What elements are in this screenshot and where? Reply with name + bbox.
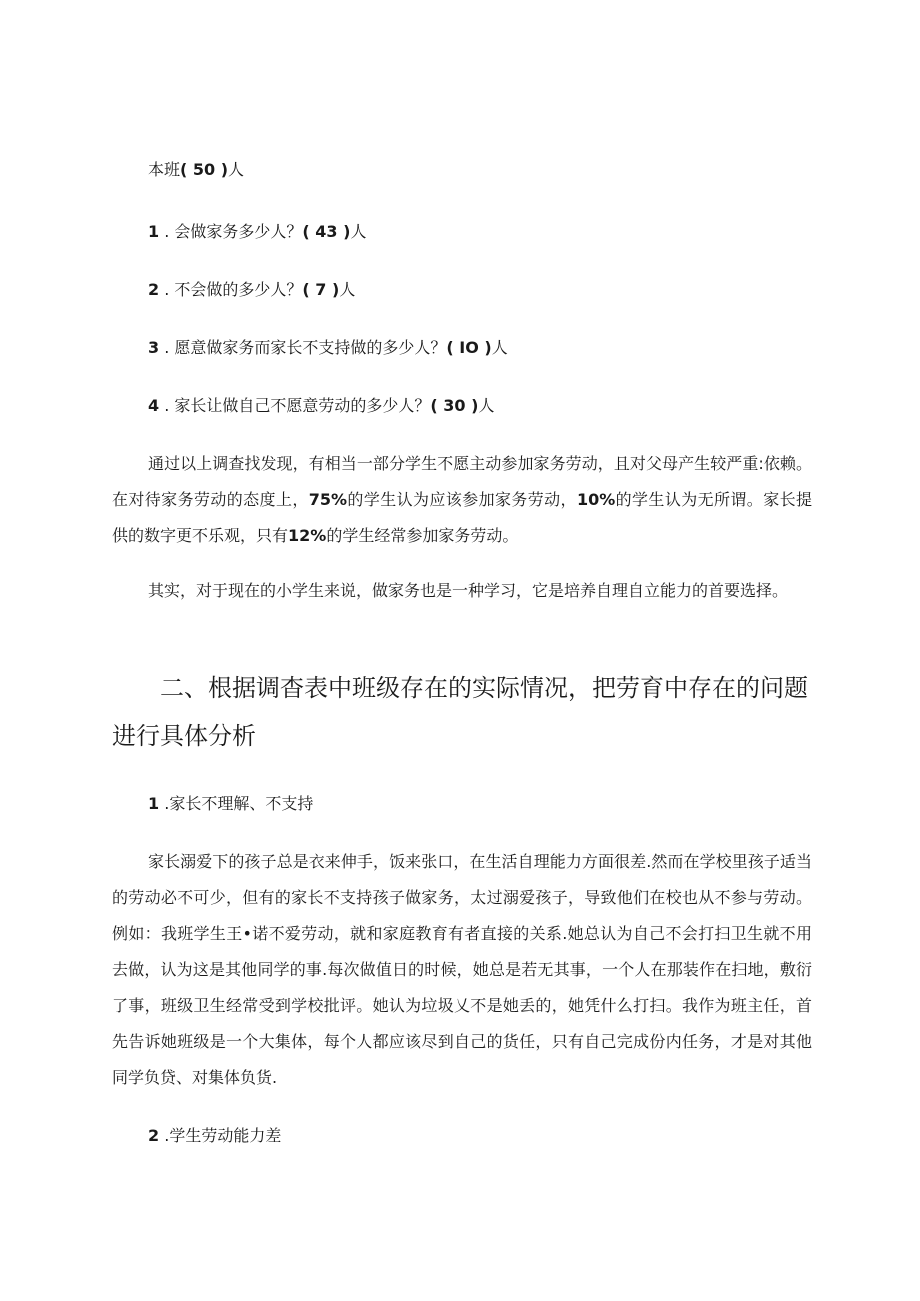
question-number: 1 <box>148 222 160 241</box>
item-title: .学生劳动能力差 <box>159 1126 282 1145</box>
section-2-item-1-body: 家长溺爱下的孩子总是衣来伸手，饭来张口，在生活自理能力方面很差.然而在学校里孩子适当的劳动必不可少，但有的家长不支持孩子做家务，太过溺爱孩子，导致他们在校也从不参与劳动。例如：我班学生王•诺不爱劳动，就和家庭教育有者直接的关系.她总认为自己不会打扫卫生就不用去做，认为这是其他同学的事.每次做值日的时候，她总是若无其事，一个人在那装作在扫地，敷衍了事，班级卫生经常受到学校批评。她认为垃圾乂不是她丢的，她凭什么打扫。我作为班主任，首先告诉她班级是一个大集体，每个人都应该尽到自己的货任，只有自己完成份内任务，才是对其他同学负贷、对集体负货. <box>112 852 812 1087</box>
findings-text-1: 通过以上调查找发现，有相当一部分学生不愿主动参加家务劳动，且对父母产生较严重:依赖。在对待家务劳动的态度上， <box>112 454 812 509</box>
question-value: ( 30 ) <box>430 396 479 415</box>
findings-pct-2: 10% <box>576 490 616 509</box>
survey-question-3 <box>148 338 508 358</box>
findings-paragraph <box>112 446 812 554</box>
class-total-value: ( 50 ) <box>180 160 229 179</box>
item-number: 2 <box>148 1126 160 1145</box>
item-title: .家长不理解、不支持 <box>159 794 314 813</box>
class-total-line <box>148 160 244 180</box>
question-value: ( 7 ) <box>302 280 340 299</box>
class-total-prefix: 本班 <box>148 160 181 179</box>
question-value: ( 43 ) <box>302 222 351 241</box>
question-number: 4 <box>148 396 160 415</box>
findings-pct-1: 75% <box>308 490 348 509</box>
item-number: 1 <box>148 794 160 813</box>
section-2-item-1-title <box>148 794 313 814</box>
survey-question-2 <box>148 280 355 300</box>
findings-text-3: 的学生认为无所谓。家长提供的数字更不乐观，只有 <box>112 490 812 545</box>
question-value: ( IO ) <box>446 338 492 357</box>
question-number: 2 <box>148 280 160 299</box>
question-text: . 家长让做自己不愿意劳动的多少人？ <box>159 396 431 415</box>
question-text: . 愿意做家务而家长不支持做的多少人？ <box>159 338 447 357</box>
findings-text-2: 的学生认为应该参加家务劳动， <box>347 490 577 509</box>
question-number: 3 <box>148 338 160 357</box>
question-suffix: 人 <box>491 338 508 357</box>
findings-text-4: 的学生经常参加家务劳动。 <box>326 526 519 545</box>
survey-question-4 <box>148 396 494 416</box>
section-2-heading: 二、根据调杳表中班级存在的实际情况，把劳育中存在的问题进行具体分析 <box>112 674 808 750</box>
class-total-suffix: 人 <box>228 160 245 179</box>
question-text: . 会做家务多少人？ <box>159 222 303 241</box>
question-suffix: 人 <box>478 396 495 415</box>
question-suffix: 人 <box>350 222 367 241</box>
findings-pct-3: 12% <box>288 526 327 545</box>
note-paragraph: 其实，对于现在的小学生来说，做家务也是一种学习，它是培养自理自立能力的首要选择。 <box>148 581 789 600</box>
question-text: . 不会做的多少人？ <box>159 280 303 299</box>
survey-question-1 <box>148 222 366 242</box>
section-2-item-2-title <box>148 1126 281 1146</box>
question-suffix: 人 <box>339 280 356 299</box>
